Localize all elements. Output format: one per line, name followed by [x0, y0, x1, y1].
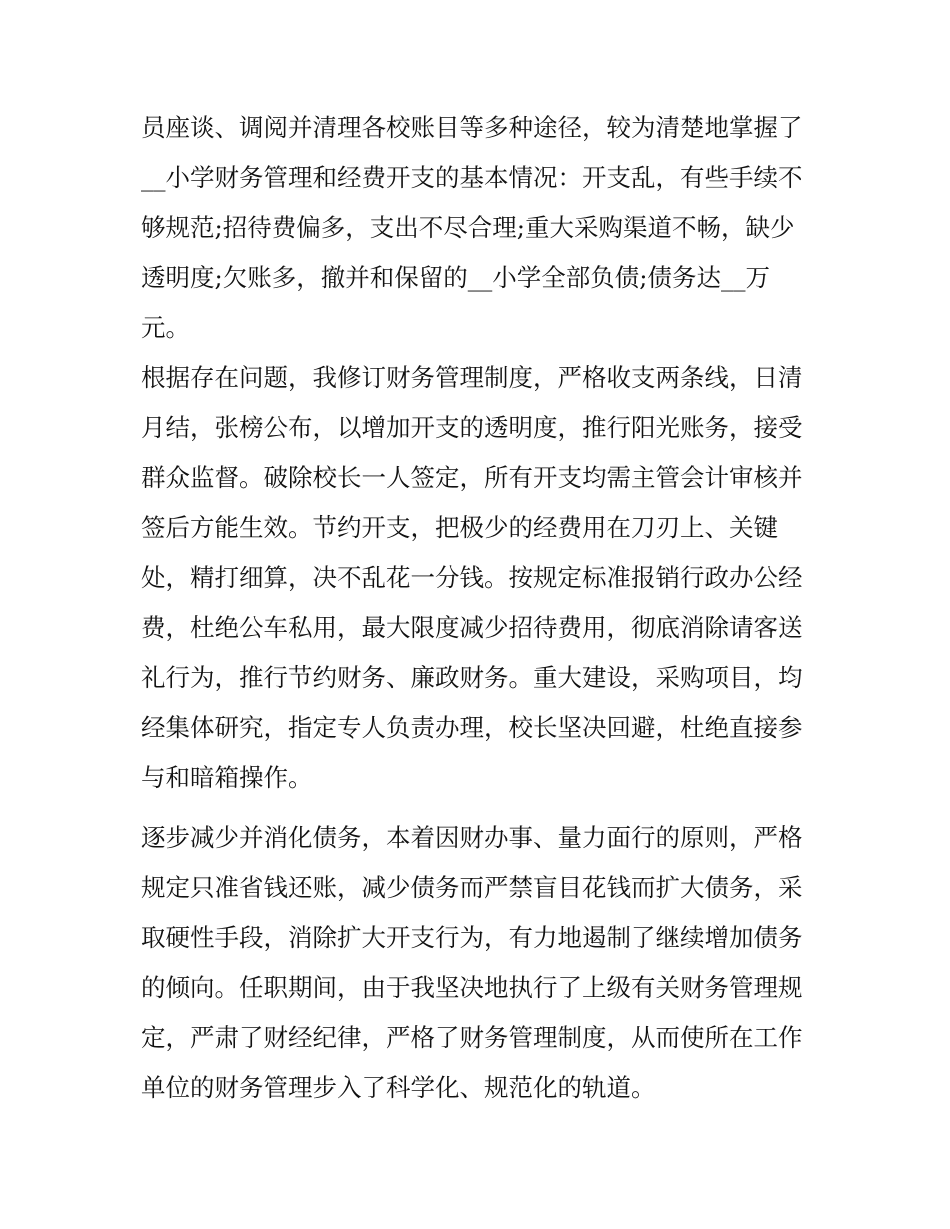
- text-line: 的倾向。任职期间，由于我坚决地执行了上级有关财务管理规: [141, 973, 803, 1002]
- text-line: 单位的财务管理步入了科学化、规范化的轨道。: [141, 1073, 656, 1102]
- text-line: 签后方能生效。节约开支，把极少的经费用在刀刃上、关键: [141, 513, 778, 542]
- text-line: 经集体研究，指定专人负责办理，校长坚决回避，杜绝直接参: [141, 713, 803, 742]
- text-line: 根据存在问题，我修订财务管理制度，严格收支两条线，日清: [141, 363, 803, 392]
- text-line: 规定只准省钱还账，减少债务而严禁盲目花钱而扩大债务，采: [141, 873, 803, 902]
- text-line: 逐步减少并消化债务，本着因财办事、量力面行的原则，严格: [141, 823, 803, 852]
- text-line: 费，杜绝公车私用，最大限度减少招待费用，彻底消除请客送: [141, 613, 803, 642]
- text-line: 与和暗箱操作。: [141, 763, 313, 792]
- text-line: 取硬性手段，消除扩大开支行为，有力地遏制了继续增加债务: [141, 923, 803, 952]
- text-line: 员座谈、调阅并清理各校账目等多种途径，较为清楚地掌握了: [141, 113, 803, 142]
- text-line: 定，严肃了财经纪律，严格了财务管理制度，从而使所在工作: [141, 1023, 803, 1052]
- text-line: 处，精打细算，决不乱花一分钱。按规定标准报销行政办公经: [141, 563, 803, 592]
- text-line: 群众监督。破除校长一人签定，所有开支均需主管会计审核并: [141, 463, 803, 492]
- text-line: 透明度;欠账多，撤并和保留的__小学全部负债;债务达__万: [141, 263, 771, 292]
- text-line: 够规范;招待费偏多，支出不尽合理;重大采购渠道不畅，缺少: [141, 213, 795, 242]
- text-line: 元。: [141, 313, 190, 342]
- text-line: 月结，张榜公布，以增加开支的透明度，推行阳光账务，接受: [141, 413, 803, 442]
- text-line: 礼行为，推行节约财务、廉政财务。重大建设，采购项目，均: [141, 663, 803, 692]
- text-line: __小学财务管理和经费开支的基本情况：开支乱，有些手续不: [141, 163, 803, 192]
